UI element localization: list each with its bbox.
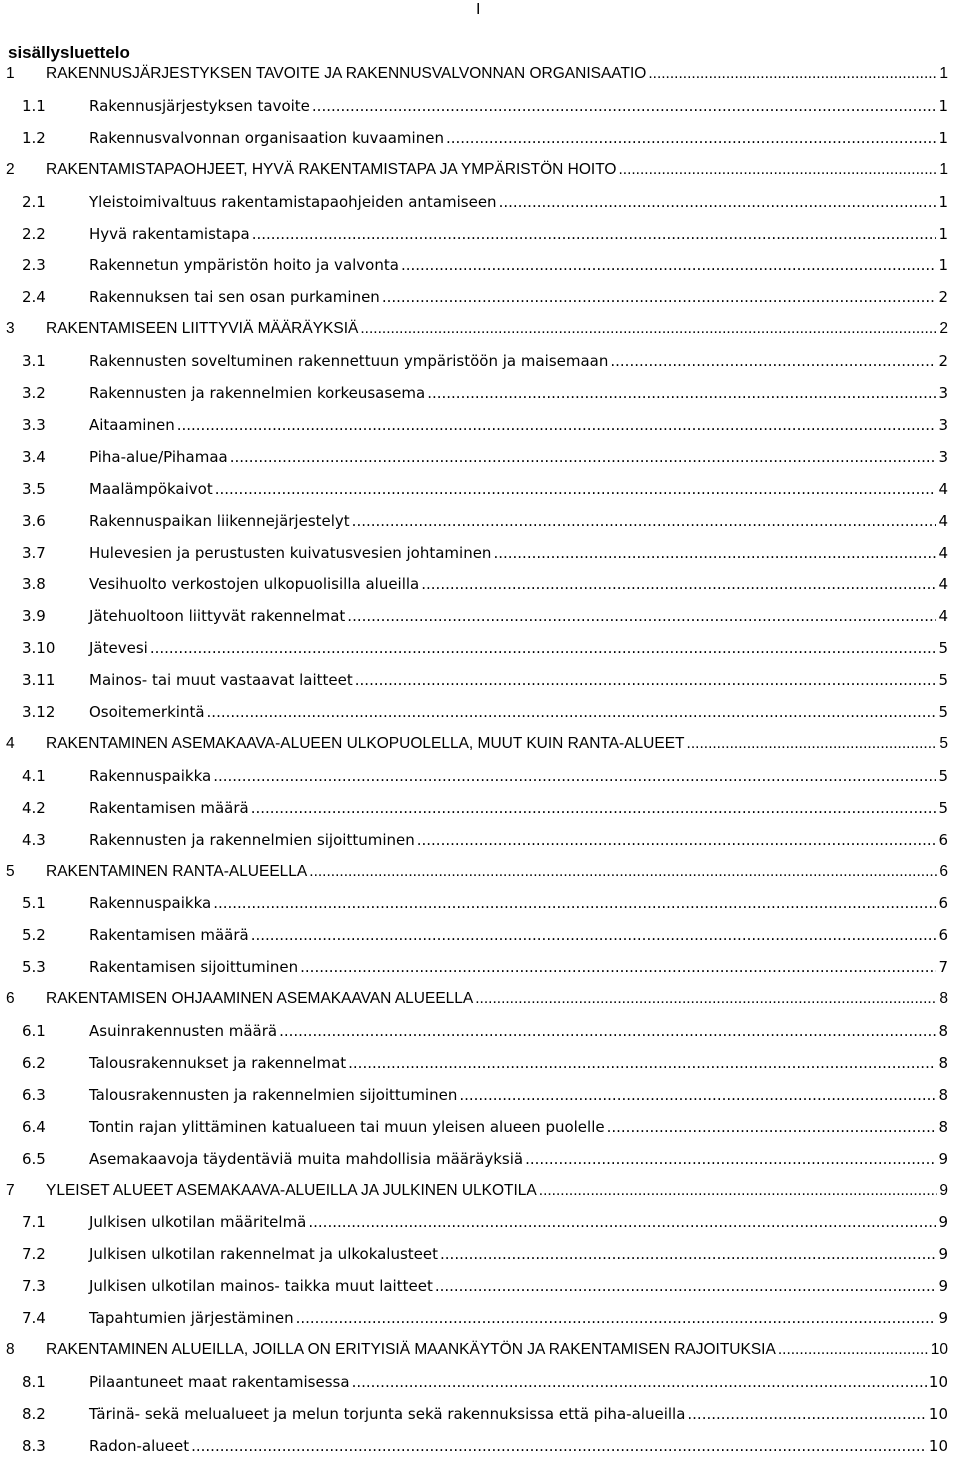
toc-entry-number: 3.1	[22, 352, 46, 371]
toc-entry-number: 8	[6, 1341, 15, 1358]
toc-entry-page: 1	[939, 65, 948, 82]
toc-entry-text	[89, 668, 948, 692]
toc-entry-label: RAKENTAMISTAPAOHJEET, HYVÄ RAKENTAMISTAPA JA YMPÄRISTÖN HOITO	[46, 160, 617, 178]
toc-entry[interactable]	[0, 796, 960, 820]
toc-entry-label: Tapahtumien järjestäminen	[89, 1309, 294, 1328]
toc-entry-text	[89, 1147, 948, 1171]
toc-entry-page: 1	[939, 160, 948, 178]
toc-entry[interactable]	[0, 891, 960, 915]
toc-entry-number: 7.4	[22, 1309, 46, 1328]
toc-entry-label: Rakennusjärjestyksen tavoite	[89, 96, 310, 115]
toc-entry-text	[89, 477, 948, 501]
toc-dot-leader	[607, 1115, 937, 1139]
toc-entry-page: 3	[938, 447, 948, 466]
toc-entry-number: 7.1	[22, 1213, 46, 1232]
toc-entry-page: 6	[938, 926, 948, 945]
toc-entry-label: Julkisen ulkotilan määritelmä	[89, 1213, 307, 1232]
toc-entry-label: Jätevesi	[89, 639, 148, 658]
toc-entry[interactable]	[0, 1210, 960, 1234]
toc-entry-label: Julkisen ulkotilan mainos- taikka muut laitteet	[89, 1277, 433, 1296]
toc-entry[interactable]	[0, 923, 960, 947]
toc-entry-number: 3.4	[22, 447, 46, 466]
toc-entry-page: 4	[938, 575, 948, 594]
toc-entry-label: Yleistoimivaltuus rakentamistapaohjeiden antamiseen	[89, 192, 497, 211]
toc-entry-text	[89, 764, 948, 788]
toc-entry-text	[89, 636, 948, 660]
toc-dot-leader	[493, 541, 936, 565]
toc-entry[interactable]	[0, 349, 960, 373]
toc-entry-label: Julkisen ulkotilan rakennelmat ja ulkokalusteet	[89, 1245, 439, 1264]
toc-entry-text	[89, 1434, 948, 1458]
toc-entry-number: 7.3	[22, 1277, 46, 1296]
toc-entry[interactable]	[0, 1051, 960, 1075]
toc-entry-text	[89, 1306, 948, 1330]
toc-entry-label: RAKENTAMINEN RANTA-ALUEELLA	[46, 862, 308, 880]
toc-dot-leader	[382, 285, 937, 309]
toc-entry[interactable]	[0, 509, 960, 533]
toc-entry[interactable]	[0, 445, 960, 469]
toc-entry-number: 2.1	[22, 192, 46, 211]
toc-entry[interactable]	[0, 572, 960, 596]
toc-entry-text	[89, 190, 948, 214]
toc-entry-text	[89, 604, 948, 628]
toc-entry-number: 2.3	[22, 256, 46, 275]
toc-entry-number: 3	[6, 320, 15, 338]
toc-entry-page: 9	[938, 1213, 948, 1232]
toc-entry-text	[46, 1338, 948, 1362]
toc-entry[interactable]	[0, 1019, 960, 1043]
toc-dot-leader	[778, 1338, 929, 1362]
toc-entry-number: 3.6	[22, 511, 46, 530]
toc-entry-page: 3	[938, 415, 948, 434]
toc-entry-label: Maalämpökaivot	[89, 479, 213, 498]
toc-entry-number: 3.8	[22, 575, 46, 594]
toc-entry-text	[89, 1210, 948, 1234]
toc-dot-leader	[427, 381, 936, 405]
toc-entry[interactable]	[0, 317, 960, 341]
toc-entry-text	[89, 828, 948, 852]
toc-entry-page: 9	[938, 1245, 948, 1264]
toc-entry-number: 4.2	[22, 798, 46, 817]
toc-entry-page: 2	[938, 288, 948, 307]
toc-entry[interactable]	[0, 253, 960, 277]
toc-entry-label: RAKENTAMINEN ALUEILLA, JOILLA ON ERITYISIÄ MAANKÄYTÖN JA RAKENTAMISEN RAJOITUKSIA	[46, 1341, 776, 1358]
toc-entry-text	[89, 285, 948, 309]
toc-entry-page: 3	[938, 384, 948, 402]
toc-entry-text	[89, 955, 948, 979]
toc-entry-text	[46, 317, 948, 341]
toc-entry-page: 1	[938, 192, 948, 211]
toc-entry[interactable]	[0, 955, 960, 979]
toc-entry-text	[89, 1083, 948, 1107]
toc-entry[interactable]	[0, 222, 960, 246]
toc-entry-page: 8	[938, 1085, 948, 1104]
toc-dot-leader	[417, 828, 937, 852]
toc-entry-page: 9	[938, 1149, 948, 1168]
toc-dot-leader	[150, 636, 937, 660]
toc-dot-leader	[347, 604, 936, 628]
toc-entry[interactable]	[0, 1083, 960, 1107]
toc-dot-leader	[251, 923, 937, 947]
toc-entry-text	[89, 253, 948, 277]
toc-dot-leader	[618, 158, 937, 182]
toc-entry-page: 9	[938, 1309, 948, 1328]
toc-dot-leader	[459, 1083, 936, 1107]
toc-entry-text	[89, 1402, 948, 1426]
toc-entry-text	[89, 445, 948, 469]
toc-entry-label: Osoitemerkintä	[89, 703, 205, 721]
toc-entry[interactable]	[0, 541, 960, 565]
toc-entry-number: 5	[6, 862, 15, 880]
toc-entry-number: 7.2	[22, 1245, 46, 1264]
toc-entry-text	[89, 796, 948, 820]
toc-entry-page: 7	[938, 958, 948, 977]
toc-entry-text	[89, 891, 948, 915]
toc-dot-leader	[207, 700, 937, 724]
toc-dot-leader	[355, 668, 937, 692]
toc-entry-label: Asemakaavoja täydentäviä muita mahdollisia määräyksiä	[89, 1149, 524, 1168]
toc-entry-text	[89, 413, 948, 437]
toc-entry-label: YLEISET ALUEET ASEMAKAAVA-ALUEILLA JA JULKINEN ULKOTILA	[46, 1181, 537, 1199]
toc-entry-label: RAKENNUSJÄRJESTYKSEN TAVOITE JA RAKENNUSVALVONNAN ORGANISAATIO	[46, 65, 647, 82]
toc-entry-page: 8	[938, 1053, 948, 1072]
toc-entry-number: 1.1	[22, 96, 46, 115]
toc-entry-page: 5	[938, 703, 948, 721]
toc-entry-page: 1	[938, 96, 948, 115]
toc-dot-leader	[610, 349, 936, 373]
toc-entry[interactable]	[0, 732, 960, 756]
toc-entry-label: Hulevesien ja perustusten kuivatusvesien johtaminen	[89, 543, 492, 562]
toc-entry-number: 4.3	[22, 830, 46, 849]
toc-entry-number: 4	[6, 734, 15, 752]
toc-dot-leader	[252, 222, 937, 246]
toc-entry-page: 2	[939, 320, 948, 338]
toc-dot-leader	[213, 891, 936, 915]
toc-entry[interactable]	[0, 62, 960, 86]
toc-entry-text	[89, 349, 948, 373]
toc-entry-label: Rakentamisen sijoittuminen	[89, 958, 299, 977]
toc-entry-number: 1	[6, 65, 15, 82]
toc-entry-page: 8	[938, 1117, 948, 1136]
toc-entry-page: 9	[939, 1181, 948, 1199]
toc-entry-number: 3.11	[22, 671, 56, 690]
toc-entry[interactable]	[0, 1402, 960, 1426]
toc-entry-label: Rakennusten ja rakennelmien sijoittuminen	[89, 830, 415, 849]
toc-entry-text	[46, 732, 948, 756]
toc-entry-label: Pilaantuneet maat rakentamisessa	[89, 1372, 350, 1391]
toc-entry[interactable]	[0, 126, 960, 150]
toc-dot-leader	[177, 413, 937, 437]
toc-entry-text	[89, 572, 948, 596]
toc-entry-label: Rakentamisen määrä	[89, 926, 249, 945]
toc-entry-text	[89, 1019, 948, 1043]
toc-entry-page: 5	[938, 671, 948, 690]
toc-entry[interactable]	[0, 1306, 960, 1330]
toc-entry-number: 2.4	[22, 288, 46, 307]
toc-entry-label: Aitaaminen	[89, 415, 175, 434]
toc-dot-leader	[300, 955, 936, 979]
page-number-mark: I	[476, 1, 481, 18]
toc-dot-leader	[352, 1370, 927, 1394]
toc-entry-page: 2	[938, 352, 948, 371]
toc-entry-page: 10	[928, 1436, 948, 1455]
toc-entry[interactable]	[0, 381, 960, 405]
toc-entry-page: 4	[938, 479, 948, 498]
toc-entry[interactable]	[0, 636, 960, 660]
toc-entry-label: Jätehuoltoon liittyvät rakennelmat	[89, 607, 346, 626]
toc-dot-leader	[401, 253, 937, 277]
toc-dot-leader	[309, 860, 937, 884]
toc-dot-leader	[296, 1306, 937, 1330]
toc-entry-label: Tontin rajan ylittäminen katualueen tai muun yleisen alueen puolelle	[89, 1117, 605, 1136]
toc-dot-leader	[215, 477, 937, 501]
toc-entry-page: 9	[938, 1277, 948, 1296]
toc-entry[interactable]	[0, 158, 960, 182]
toc-entry-text	[89, 923, 948, 947]
toc-entry[interactable]	[0, 1115, 960, 1139]
toc-entry-text	[46, 62, 948, 86]
toc-entry-page: 6	[938, 894, 948, 913]
toc-entry[interactable]	[0, 413, 960, 437]
toc-entry-label: Rakennuspaikka	[89, 766, 212, 785]
toc-entry-text	[46, 158, 948, 182]
toc-entry-label: RAKENTAMINEN ASEMAKAAVA-ALUEEN ULKOPUOLELLA, MUUT KUIN RANTA-ALUEET	[46, 734, 685, 752]
toc-entry-label: RAKENTAMISEN OHJAAMINEN ASEMAKAAVAN ALUEELLA	[46, 990, 474, 1008]
toc-dot-leader	[348, 1051, 936, 1075]
toc-dot-leader	[360, 317, 937, 341]
toc-entry-label: Asuinrakennusten määrä	[89, 1022, 278, 1040]
toc-entry-page: 5	[938, 639, 948, 658]
toc-dot-leader	[191, 1434, 927, 1458]
toc-entry-page: 1	[938, 224, 948, 243]
toc-entry[interactable]	[0, 1274, 960, 1298]
toc-dot-leader	[499, 190, 937, 214]
toc-entry-number: 7	[6, 1181, 15, 1199]
toc-entry-label: Hyvä rakentamistapa	[89, 224, 250, 243]
toc-dot-leader	[279, 1019, 936, 1043]
toc-entry-number: 6.5	[22, 1149, 46, 1168]
toc-entry-number: 4.1	[22, 766, 46, 785]
toc-entry[interactable]	[0, 1370, 960, 1394]
toc-entry-text	[46, 987, 948, 1011]
toc-entry-page: 1	[938, 256, 948, 275]
toc-entry-number: 8.2	[22, 1404, 46, 1423]
toc-entry-label: Vesihuolto verkostojen ulkopuolisilla alueilla	[89, 575, 420, 594]
toc-dot-leader	[308, 1210, 936, 1234]
toc-entry-number: 1.2	[22, 128, 46, 147]
toc-entry-text	[89, 1115, 948, 1139]
toc-entry-label: Rakennuksen tai sen osan purkaminen	[89, 288, 380, 307]
toc-entry-page: 1	[938, 128, 948, 147]
toc-dot-leader	[230, 445, 937, 469]
toc-entry-number: 2	[6, 160, 15, 178]
toc-entry-number: 6.1	[22, 1022, 46, 1040]
toc-entry-page: 8	[938, 1022, 948, 1040]
toc-dot-leader	[213, 764, 936, 788]
toc-entry-page: 6	[938, 830, 948, 849]
toc-entry-number: 8.1	[22, 1372, 46, 1391]
toc-entry[interactable]	[0, 190, 960, 214]
toc-entry-label: Mainos- tai muut vastaavat laitteet	[89, 671, 353, 690]
toc-dot-leader	[251, 796, 937, 820]
toc-entry-text	[89, 1370, 948, 1394]
toc-dot-leader	[435, 1274, 937, 1298]
toc-entry-label: Rakennusvalvonnan organisaation kuvaaminen	[89, 128, 444, 147]
toc-dot-leader	[475, 987, 937, 1011]
toc-dot-leader	[687, 732, 938, 756]
toc-entry[interactable]	[0, 477, 960, 501]
toc-entry-page: 4	[938, 607, 948, 626]
toc-entry-label: RAKENTAMISEEN LIITTYVIÄ MÄÄRÄYKSIÄ	[46, 320, 359, 338]
toc-entry-page: 4	[938, 543, 948, 562]
toc-entry-number: 3.9	[22, 607, 46, 626]
toc-entry-label: Rakennetun ympäristön hoito ja valvonta	[89, 256, 399, 275]
toc-entry-text	[89, 541, 948, 565]
toc-entry-number: 6.4	[22, 1117, 46, 1136]
toc-entry-label: Rakennuspaikan liikennejärjestelyt	[89, 511, 350, 530]
toc-entry[interactable]	[0, 94, 960, 118]
toc-dot-leader	[539, 1179, 938, 1203]
toc-entry[interactable]	[0, 987, 960, 1011]
toc-entry[interactable]	[0, 285, 960, 309]
toc-entry-label: Talousrakennukset ja rakennelmat	[89, 1053, 347, 1072]
toc-entry-label: Rakennusten soveltuminen rakennettuun ympäristöön ja maisemaan	[89, 352, 609, 371]
toc-dot-leader	[446, 126, 936, 150]
toc-entry-text	[46, 860, 948, 884]
toc-entry-page: 5	[938, 798, 948, 817]
toc-entry-page: 5	[938, 766, 948, 785]
toc-entry[interactable]	[0, 668, 960, 692]
toc-entry[interactable]	[0, 1338, 960, 1362]
toc-entry-number: 3.10	[22, 639, 56, 658]
toc-entry-number: 6.2	[22, 1053, 46, 1072]
toc-dot-leader	[421, 572, 936, 596]
toc-entry-text	[89, 1242, 948, 1266]
toc-entry-number: 5.3	[22, 958, 46, 977]
toc-entry-label: Rakennusten ja rakennelmien korkeusasema	[89, 384, 426, 402]
toc-entry-text	[46, 1179, 948, 1203]
toc-entry[interactable]	[0, 764, 960, 788]
toc-entry[interactable]	[0, 1179, 960, 1203]
toc-entry-page: 8	[939, 990, 948, 1008]
toc-entry-number: 3.7	[22, 543, 46, 562]
toc-entry-text	[89, 1274, 948, 1298]
toc-dot-leader	[440, 1242, 936, 1266]
toc-dot-leader	[352, 509, 937, 533]
toc-entry[interactable]	[0, 604, 960, 628]
toc-entry-page: 6	[939, 862, 948, 880]
toc-dot-leader	[525, 1147, 936, 1171]
toc-entry-page: 10	[930, 1341, 948, 1358]
toc-entry-label: Rakentamisen määrä	[89, 798, 249, 817]
toc-entry-number: 3.5	[22, 479, 46, 498]
toc-entry[interactable]	[0, 1242, 960, 1266]
toc-entry[interactable]	[0, 700, 960, 724]
toc-dot-leader	[648, 62, 937, 86]
toc-entry-label: Tärinä- sekä melualueet ja melun torjunta sekä rakennuksissa että piha-alueilla	[89, 1404, 686, 1423]
toc-entry-text	[89, 222, 948, 246]
toc-entry-text	[89, 700, 948, 724]
toc-entry-page: 4	[938, 511, 948, 530]
toc-entry-number: 2.2	[22, 224, 46, 243]
toc-entry-number: 6.3	[22, 1085, 46, 1104]
toc-entry-number: 3.12	[22, 703, 56, 721]
toc-entry-label: Talousrakennusten ja rakennelmien sijoittuminen	[89, 1085, 458, 1104]
toc-entry-number: 5.2	[22, 926, 46, 945]
toc-dot-leader	[687, 1402, 927, 1426]
toc-entry-label: Radon-alueet	[89, 1436, 190, 1455]
toc-entry-page: 5	[939, 734, 948, 752]
toc-entry-page: 10	[928, 1372, 948, 1391]
toc-entry-text	[89, 94, 948, 118]
toc-entry-number: 3.3	[22, 415, 46, 434]
toc-title: sisällysluettelo	[8, 43, 130, 62]
toc-entry-text	[89, 509, 948, 533]
toc-entry-text	[89, 126, 948, 150]
toc-entry-text	[89, 1051, 948, 1075]
toc-entry[interactable]	[0, 1434, 960, 1458]
toc-entry-number: 3.2	[22, 384, 46, 402]
toc-entry-number: 5.1	[22, 894, 46, 913]
toc-dot-leader	[312, 94, 937, 118]
toc-entry[interactable]	[0, 828, 960, 852]
toc-entry-text	[89, 381, 948, 405]
toc-entry-label: Rakennuspaikka	[89, 894, 212, 913]
toc-entry-page: 10	[928, 1404, 948, 1423]
toc-entry-number: 8.3	[22, 1436, 46, 1455]
toc-entry-number: 6	[6, 990, 15, 1008]
toc-entry-label: Piha-alue/Pihamaa	[89, 447, 228, 466]
toc-entry[interactable]	[0, 1147, 960, 1171]
toc-entry[interactable]	[0, 860, 960, 884]
